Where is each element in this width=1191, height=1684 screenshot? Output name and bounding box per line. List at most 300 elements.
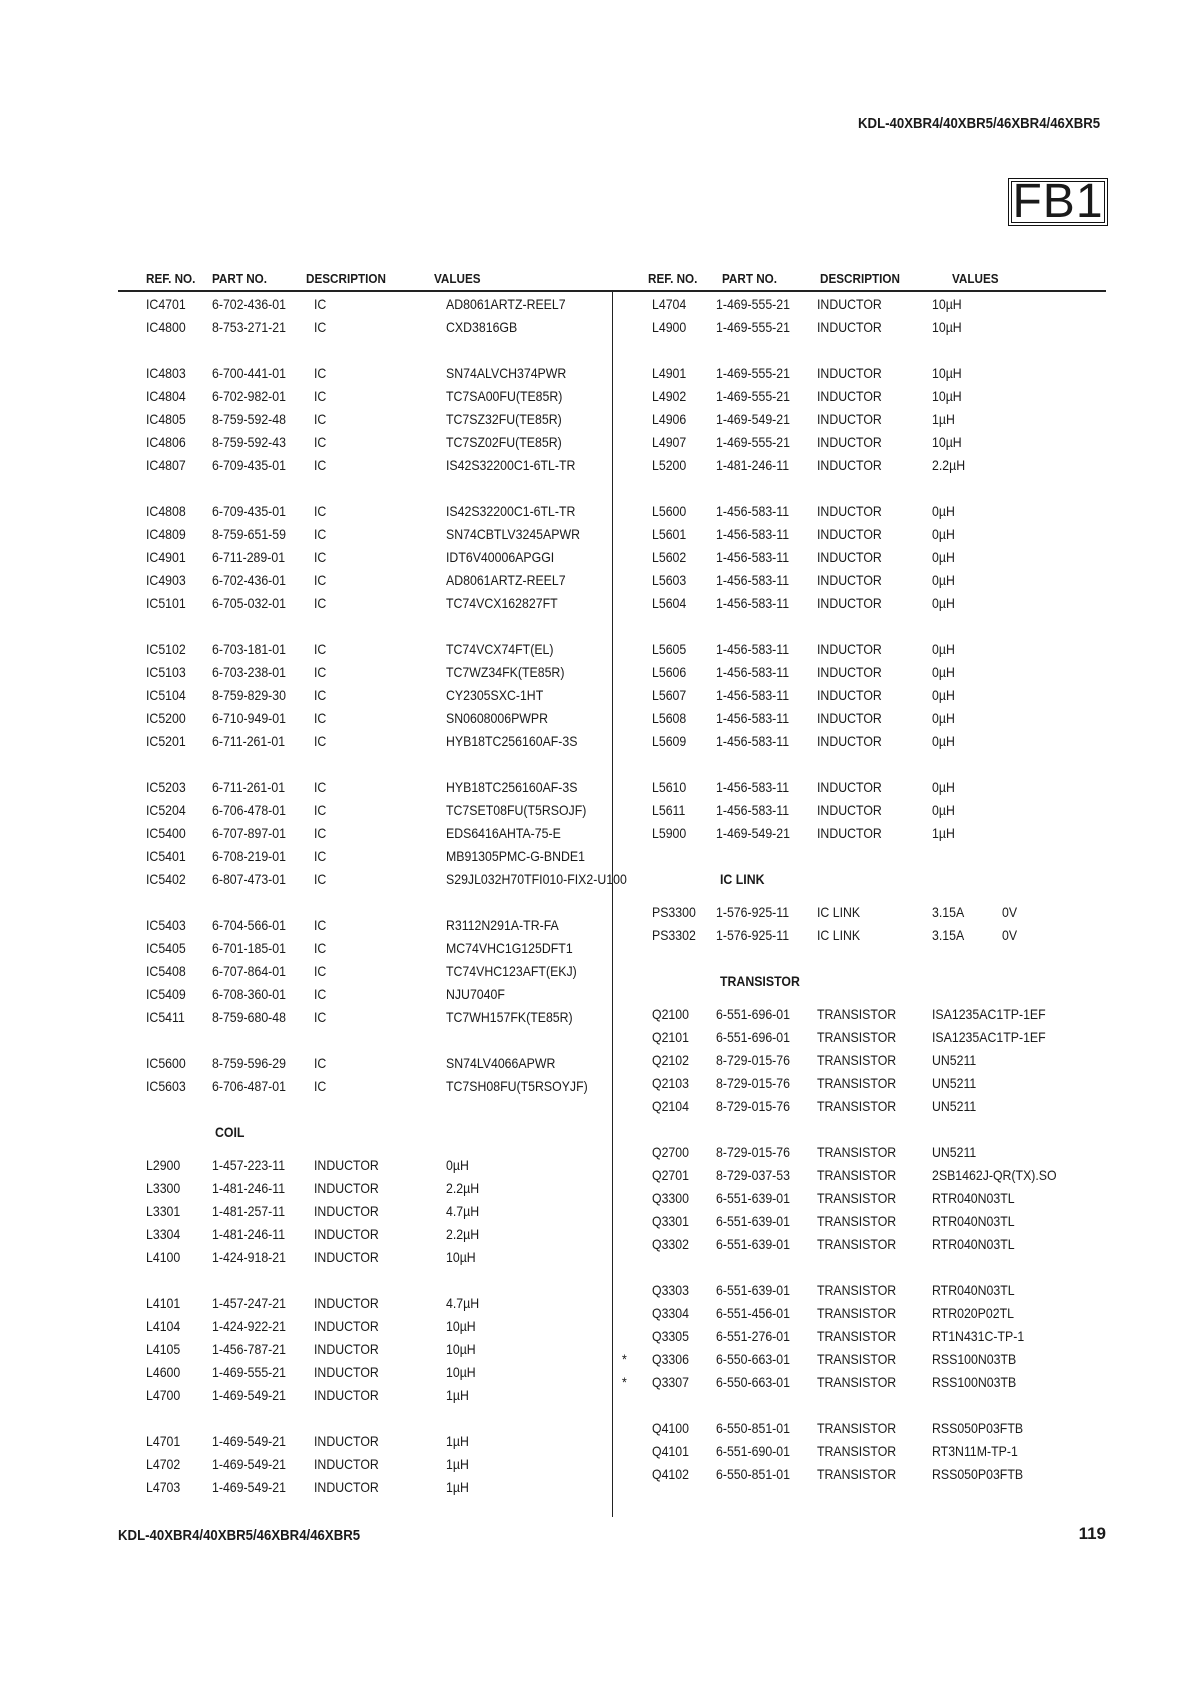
cell-ref: Q3305	[652, 1328, 690, 1344]
cell-ref: Q3304	[652, 1305, 690, 1321]
cell-desc: IC	[314, 986, 327, 1002]
cell-desc: TRANSISTOR	[817, 1282, 897, 1298]
part-row	[0, 1433, 612, 1456]
cell-value: 0µH	[932, 572, 955, 588]
left-parts-column	[0, 296, 627, 1502]
cell-value: 3.15A	[932, 904, 965, 920]
part-row	[0, 411, 612, 434]
cell-part: 6-711-289-01	[212, 549, 286, 565]
cell-part: 1-456-583-11	[716, 641, 790, 657]
cell-desc: IC	[314, 1055, 327, 1071]
cell-desc: INDUCTOR	[817, 641, 882, 657]
cell-ref: IC4806	[146, 434, 186, 450]
cell-part: 1-481-257-11	[212, 1203, 286, 1219]
cell-part: 1-469-555-21	[716, 296, 790, 312]
cell-desc: IC	[314, 641, 327, 657]
part-row	[0, 365, 612, 388]
cell-part: 1-469-549-21	[212, 1387, 286, 1403]
part-row	[0, 1249, 612, 1272]
part-row	[0, 779, 612, 802]
cell-value: 2.2µH	[932, 457, 966, 473]
part-row	[0, 917, 612, 940]
cell-desc: TRANSISTOR	[817, 1029, 897, 1045]
cell-desc: TRANSISTOR	[817, 1167, 897, 1183]
cell-part: 6-551-696-01	[716, 1006, 790, 1022]
cell-value: SN74CBTLV3245APWR	[446, 526, 580, 542]
cell-part: 1-424-922-21	[212, 1318, 286, 1334]
cell-desc: INDUCTOR	[817, 296, 882, 312]
section-title-text: IC LINK	[720, 871, 765, 887]
board-label: FB1	[1008, 178, 1108, 226]
group-spacer	[0, 480, 612, 503]
group-spacer	[0, 756, 612, 779]
part-row	[0, 296, 612, 319]
cell-desc: INDUCTOR	[817, 664, 882, 680]
cell-desc: INDUCTOR	[314, 1226, 379, 1242]
cell-part: 1-481-246-11	[212, 1180, 286, 1196]
cell-ref: L5607	[652, 687, 687, 703]
cell-ref: IC5103	[146, 664, 186, 680]
section-title	[0, 1124, 612, 1147]
cell-desc: INDUCTOR	[314, 1157, 379, 1173]
part-row	[612, 434, 1106, 457]
cell-value: SN74ALVCH374PWR	[446, 365, 567, 381]
cell-desc: INDUCTOR	[817, 434, 882, 450]
group-spacer	[612, 1259, 1106, 1282]
cell-ref: Q2104	[652, 1098, 690, 1114]
cell-desc: INDUCTOR	[817, 687, 882, 703]
cell-part: 1-469-549-21	[212, 1479, 286, 1495]
cell-desc: IC LINK	[817, 927, 861, 943]
cell-ref: Q4100	[652, 1420, 690, 1436]
part-row	[0, 595, 612, 618]
cell-desc: INDUCTOR	[314, 1479, 379, 1495]
cell-part: 6-706-478-01	[212, 802, 286, 818]
cell-ref: L4902	[652, 388, 687, 404]
cell-ref: L4101	[146, 1295, 181, 1311]
cell-ref: L4900	[652, 319, 687, 335]
cell-part: 1-456-583-11	[716, 595, 790, 611]
section-title	[612, 871, 1106, 894]
part-row	[612, 1029, 1106, 1052]
cell-desc: INDUCTOR	[314, 1433, 379, 1449]
cell-part: 6-550-851-01	[716, 1466, 790, 1482]
part-row	[0, 1009, 612, 1032]
hdr-right-desc: DESCRIPTION	[820, 271, 900, 286]
cell-ref: L4702	[146, 1456, 181, 1472]
cell-ref: PS3302	[652, 927, 696, 943]
cell-ref: IC4803	[146, 365, 186, 381]
cell-ref: IC5104	[146, 687, 186, 703]
cell-ref: IC5405	[146, 940, 186, 956]
cell-part: 8-759-680-48	[212, 1009, 286, 1025]
cell-ref: L5609	[652, 733, 687, 749]
cell-value: RTR040N03TL	[932, 1190, 1015, 1206]
part-row	[612, 641, 1106, 664]
cell-value: 4.7µH	[446, 1295, 480, 1311]
group-spacer	[612, 756, 1106, 779]
cell-value: RTR020P02TL	[932, 1305, 1014, 1321]
cell-value: EDS6416AHTA-75-E	[446, 825, 561, 841]
cell-ref: L5606	[652, 664, 687, 680]
section-title-text: TRANSISTOR	[720, 973, 800, 989]
cell-part: 1-481-246-11	[716, 457, 790, 473]
cell-desc: INDUCTOR	[817, 779, 882, 795]
cell-part: 6-709-435-01	[212, 503, 286, 519]
cell-ref: IC5400	[146, 825, 186, 841]
cell-desc: INDUCTOR	[817, 388, 882, 404]
cell-ref: IC5408	[146, 963, 186, 979]
cell-value: AD8061ARTZ-REEL7	[446, 296, 566, 312]
cell-part: 1-456-583-11	[716, 779, 790, 795]
part-row	[612, 319, 1106, 342]
cell-value: 0µH	[932, 802, 955, 818]
cell-value: 4.7µH	[446, 1203, 480, 1219]
cell-mark: *	[622, 1351, 627, 1367]
cell-ref: L2900	[146, 1157, 181, 1173]
cell-ref: L4703	[146, 1479, 181, 1495]
part-row	[0, 1180, 612, 1203]
part-row	[612, 572, 1106, 595]
cell-value: 2.2µH	[446, 1180, 480, 1196]
part-row	[0, 549, 612, 572]
cell-desc: TRANSISTOR	[817, 1328, 897, 1344]
cell-desc: INDUCTOR	[817, 802, 882, 818]
cell-part: 1-469-549-21	[716, 411, 790, 427]
cell-value: 0µH	[932, 595, 955, 611]
cell-desc: IC	[314, 733, 327, 749]
cell-desc: IC	[314, 319, 327, 335]
cell-value: RSS050P03FTB	[932, 1466, 1024, 1482]
cell-desc: INDUCTOR	[314, 1295, 379, 1311]
part-row	[612, 687, 1106, 710]
cell-value: UN5211	[932, 1075, 977, 1091]
cell-ref: L4600	[146, 1364, 181, 1380]
cell-desc: TRANSISTOR	[817, 1420, 897, 1436]
part-row	[612, 1052, 1106, 1075]
part-row	[612, 927, 1106, 950]
cell-part: 6-708-360-01	[212, 986, 286, 1002]
cell-value: 1µH	[446, 1433, 469, 1449]
part-row	[0, 1479, 612, 1502]
group-spacer	[612, 950, 1106, 973]
cell-part: 8-729-015-76	[716, 1098, 790, 1114]
group-spacer	[612, 1397, 1106, 1420]
part-row	[0, 388, 612, 411]
part-row	[0, 1456, 612, 1479]
cell-desc: INDUCTOR	[314, 1341, 379, 1357]
part-row	[612, 549, 1106, 572]
cell-value: TC7WZ34FK(TE85R)	[446, 664, 565, 680]
cell-part: 1-469-549-21	[716, 825, 790, 841]
cell-desc: TRANSISTOR	[817, 1305, 897, 1321]
part-row	[612, 1144, 1106, 1167]
hdr-right-ref: REF. NO.	[648, 271, 698, 286]
cell-desc: INDUCTOR	[817, 365, 882, 381]
cell-ref: L4100	[146, 1249, 181, 1265]
part-row	[0, 641, 612, 664]
cell-ref: IC5409	[146, 986, 186, 1002]
cell-part: 1-456-583-11	[716, 687, 790, 703]
cell-part: 6-551-696-01	[716, 1029, 790, 1045]
cell-ref: IC5201	[146, 733, 186, 749]
part-row	[0, 963, 612, 986]
cell-value: RSS100N03TB	[932, 1351, 1017, 1367]
cell-ref: PS3300	[652, 904, 696, 920]
cell-value: TC74VHC123AFT(EKJ)	[446, 963, 577, 979]
cell-value: CXD3816GB	[446, 319, 518, 335]
cell-value: 0µH	[932, 549, 955, 565]
cell-part: 6-550-663-01	[716, 1351, 790, 1367]
cell-part: 6-707-897-01	[212, 825, 286, 841]
page-number: 119	[1078, 1524, 1106, 1543]
group-spacer	[0, 618, 612, 641]
part-row	[0, 1364, 612, 1387]
cell-part: 1-456-583-11	[716, 503, 790, 519]
cell-desc: INDUCTOR	[314, 1387, 379, 1403]
part-row	[0, 664, 612, 687]
cell-desc: TRANSISTOR	[817, 1075, 897, 1091]
cell-desc: IC	[314, 710, 327, 726]
part-row	[0, 871, 627, 894]
cell-ref: Q3306	[652, 1351, 690, 1367]
part-row	[612, 411, 1106, 434]
part-row	[0, 940, 612, 963]
cell-desc: IC	[314, 848, 327, 864]
cell-desc: TRANSISTOR	[817, 1443, 897, 1459]
part-row	[612, 1213, 1106, 1236]
cell-part: 6-702-436-01	[212, 296, 286, 312]
cell-part: 8-753-271-21	[212, 319, 286, 335]
cell-value: SN74LV4066APWR	[446, 1055, 556, 1071]
cell-value: UN5211	[932, 1144, 977, 1160]
part-row	[0, 319, 612, 342]
footer-model: KDL-40XBR4/40XBR5/46XBR4/46XBR5	[118, 1527, 361, 1544]
cell-desc: TRANSISTOR	[817, 1351, 897, 1367]
cell-value: AD8061ARTZ-REEL7	[446, 572, 566, 588]
cell-ref: Q2700	[652, 1144, 690, 1160]
cell-part: 6-551-276-01	[716, 1328, 790, 1344]
cell-desc: INDUCTOR	[817, 503, 882, 519]
cell-value: ISA1235AC1TP-1EF	[932, 1006, 1046, 1022]
cell-value: CY2305SXC-1HT	[446, 687, 544, 703]
cell-part: 1-456-583-11	[716, 664, 790, 680]
cell-value: 0µH	[446, 1157, 469, 1173]
cell-part: 6-703-181-01	[212, 641, 286, 657]
cell-part: 6-708-219-01	[212, 848, 286, 864]
part-row	[0, 503, 612, 526]
cell-value: TC7SZ02FU(TE85R)	[446, 434, 562, 450]
cell-ref: Q3307	[652, 1374, 690, 1390]
cell-part: 6-703-238-01	[212, 664, 286, 680]
part-row	[0, 687, 612, 710]
cell-value: 0µH	[932, 710, 955, 726]
cell-ref: L4907	[652, 434, 687, 450]
cell-part: 1-456-583-11	[716, 549, 790, 565]
group-spacer	[612, 1121, 1106, 1144]
cell-part: 1-457-247-21	[212, 1295, 286, 1311]
cell-desc: IC	[314, 963, 327, 979]
cell-value: 2.2µH	[446, 1226, 480, 1242]
cell-ref: L5602	[652, 549, 687, 565]
part-row	[0, 986, 612, 1009]
cell-desc: INDUCTOR	[314, 1456, 379, 1472]
cell-desc: INDUCTOR	[314, 1318, 379, 1334]
cell-part: 8-729-015-76	[716, 1052, 790, 1068]
hdr-right-values: VALUES	[952, 271, 999, 286]
cell-value: UN5211	[932, 1098, 977, 1114]
cell-part: 6-711-261-01	[212, 779, 286, 795]
cell-value: 0µH	[932, 503, 955, 519]
cell-part: 6-551-639-01	[716, 1236, 790, 1252]
part-row	[0, 733, 612, 756]
cell-desc: TRANSISTOR	[817, 1098, 897, 1114]
cell-value: 10µH	[932, 388, 962, 404]
cell-part: 6-700-441-01	[212, 365, 286, 381]
cell-value: RSS050P03FTB	[932, 1420, 1024, 1436]
cell-desc: IC	[314, 365, 327, 381]
cell-ref: L3301	[146, 1203, 181, 1219]
cell-part: 8-759-596-29	[212, 1055, 286, 1071]
cell-desc: INDUCTOR	[817, 572, 882, 588]
cell-ref: L4901	[652, 365, 687, 381]
part-row	[612, 710, 1106, 733]
cell-desc: INDUCTOR	[817, 595, 882, 611]
cell-ref: IC4805	[146, 411, 186, 427]
cell-ref: IC4804	[146, 388, 186, 404]
part-row	[0, 1295, 612, 1318]
cell-part: 1-481-246-11	[212, 1226, 286, 1242]
part-row	[0, 434, 612, 457]
cell-ref: L5604	[652, 595, 687, 611]
cell-part: 1-469-555-21	[716, 365, 790, 381]
part-row	[0, 526, 612, 549]
cell-value: SN0608006PWPR	[446, 710, 549, 726]
cell-ref: L4104	[146, 1318, 181, 1334]
cell-ref: IC5402	[146, 871, 186, 887]
cell-value: MB91305PMC-G-BNDE1	[446, 848, 585, 864]
part-row	[0, 1226, 612, 1249]
cell-value: RT1N431C-TP-1	[932, 1328, 1025, 1344]
cell-ref: IC4901	[146, 549, 186, 565]
cell-desc: TRANSISTOR	[817, 1006, 897, 1022]
cell-ref: IC4903	[146, 572, 186, 588]
cell-ref: L5610	[652, 779, 687, 795]
part-row	[0, 572, 612, 595]
part-row	[612, 1236, 1106, 1259]
cell-desc: IC	[314, 687, 327, 703]
cell-value: RTR040N03TL	[932, 1236, 1015, 1252]
cell-desc: IC	[314, 1078, 327, 1094]
cell-value: 10µH	[932, 296, 962, 312]
part-row	[612, 664, 1106, 687]
hdr-left-ref: REF. NO.	[146, 271, 196, 286]
cell-ref: Q3300	[652, 1190, 690, 1206]
cell-part: 6-551-639-01	[716, 1282, 790, 1298]
cell-ref: L5900	[652, 825, 687, 841]
cell-value: RSS100N03TB	[932, 1374, 1017, 1390]
part-row	[612, 1328, 1106, 1351]
part-row	[612, 1167, 1106, 1190]
part-row	[612, 825, 1106, 848]
cell-value: 0µH	[932, 733, 955, 749]
cell-ref: L4701	[146, 1433, 181, 1449]
cell-part: 6-709-435-01	[212, 457, 286, 473]
part-row	[612, 526, 1106, 549]
cell-value: 1µH	[446, 1387, 469, 1403]
part-row	[612, 388, 1106, 411]
cell-value: S29JL032H70TFI010-FIX2-U100	[446, 871, 627, 887]
cell-desc: IC	[314, 664, 327, 680]
cell-value: 10µH	[446, 1341, 476, 1357]
part-row	[612, 457, 1106, 480]
part-row	[612, 904, 1106, 927]
cell-value: TC7SA00FU(TE85R)	[446, 388, 563, 404]
cell-value: 10µH	[446, 1364, 476, 1380]
cell-desc: TRANSISTOR	[817, 1213, 897, 1229]
cell-ref: IC4808	[146, 503, 186, 519]
cell-desc: IC	[314, 411, 327, 427]
part-row	[0, 1055, 612, 1078]
part-row	[0, 1387, 612, 1410]
cell-desc: IC	[314, 940, 327, 956]
cell-part: 6-705-032-01	[212, 595, 286, 611]
cell-desc: IC LINK	[817, 904, 861, 920]
cell-ref: IC5401	[146, 848, 186, 864]
cell-value: 2SB1462J-QR(TX).SO	[932, 1167, 1057, 1183]
part-row	[0, 802, 612, 825]
cell-part: 6-701-185-01	[212, 940, 286, 956]
cell-desc: TRANSISTOR	[817, 1374, 897, 1390]
cell-ref: Q4101	[652, 1443, 690, 1459]
part-row	[0, 825, 612, 848]
cell-ref: L3304	[146, 1226, 181, 1242]
cell-ref: L5605	[652, 641, 687, 657]
cell-desc: IC	[314, 871, 327, 887]
cell-value: 1µH	[932, 411, 955, 427]
cell-part: 8-759-592-43	[212, 434, 286, 450]
part-row	[612, 1075, 1106, 1098]
cell-value: RT3N11M-TP-1	[932, 1443, 1018, 1459]
cell-desc: INDUCTOR	[314, 1249, 379, 1265]
cell-value: 1µH	[932, 825, 955, 841]
cell-value: 0µH	[932, 641, 955, 657]
cell-value: IS42S32200C1-6TL-TR	[446, 503, 576, 519]
cell-part: 1-456-583-11	[716, 526, 790, 542]
cell-part: 1-456-787-21	[212, 1341, 286, 1357]
section-title-text: COIL	[215, 1124, 245, 1140]
cell-part: 8-729-015-76	[716, 1144, 790, 1160]
cell-part: 6-704-566-01	[212, 917, 286, 933]
cell-part: 6-706-487-01	[212, 1078, 286, 1094]
cell-value: ISA1235AC1TP-1EF	[932, 1029, 1046, 1045]
cell-part: 6-551-639-01	[716, 1213, 790, 1229]
cell-value: TC74VCX74FT(EL)	[446, 641, 554, 657]
cell-ref: Q2101	[652, 1029, 690, 1045]
cell-ref: IC5203	[146, 779, 186, 795]
cell-desc: TRANSISTOR	[817, 1236, 897, 1252]
cell-part: 1-456-583-11	[716, 710, 790, 726]
part-row	[612, 1282, 1106, 1305]
cell-ref: IC5411	[146, 1009, 185, 1025]
cell-value: 10µH	[446, 1249, 476, 1265]
cell-ref: L5200	[652, 457, 687, 473]
cell-desc: INDUCTOR	[817, 319, 882, 335]
cell-ref: IC4809	[146, 526, 186, 542]
cell-part: 6-702-982-01	[212, 388, 286, 404]
hdr-left-part: PART NO.	[212, 271, 268, 286]
part-row	[612, 1006, 1106, 1029]
